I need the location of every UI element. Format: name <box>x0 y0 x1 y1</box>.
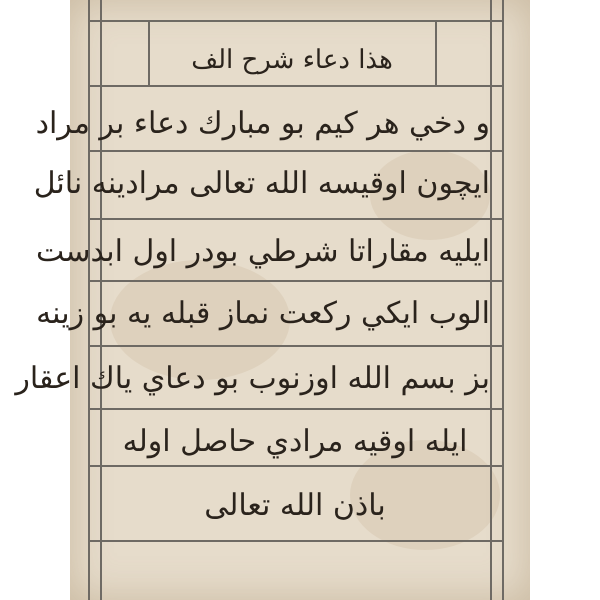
rule-3 <box>88 218 502 220</box>
rule-2 <box>88 150 502 152</box>
rule-1 <box>88 85 502 87</box>
text-line-1: و دخي هر كيم بو مبارك دعاء بر مراد <box>35 106 490 141</box>
text-line-6: ايله اوقيه مرادي حاصل اوله <box>122 424 468 459</box>
text-line-5: بز بسم الله اوزنوب بو دعاي ياك اعقار <box>15 361 490 396</box>
top-rule <box>88 20 502 22</box>
margin-rule-right-inner <box>490 0 492 600</box>
title-box-right-rule <box>435 20 437 85</box>
rule-5 <box>88 345 502 347</box>
text-line-4: الوب ايكي ركعت نماز قبله يه بو زينه <box>36 296 490 331</box>
manuscript-title: هذا دعاء شرح الف <box>191 45 393 75</box>
text-line-3: ايليه مقاراتا شرطي بودر اول ابدست <box>35 234 490 269</box>
rule-6 <box>88 408 502 410</box>
rule-4 <box>88 280 502 282</box>
margin-rule-right-outer <box>502 0 504 600</box>
text-line-7: باذن الله تعالى <box>204 488 386 523</box>
bottom-rule <box>88 540 502 542</box>
text-line-2: ايچون اوقيسه الله تعالى مرادينه نائل <box>33 166 490 201</box>
